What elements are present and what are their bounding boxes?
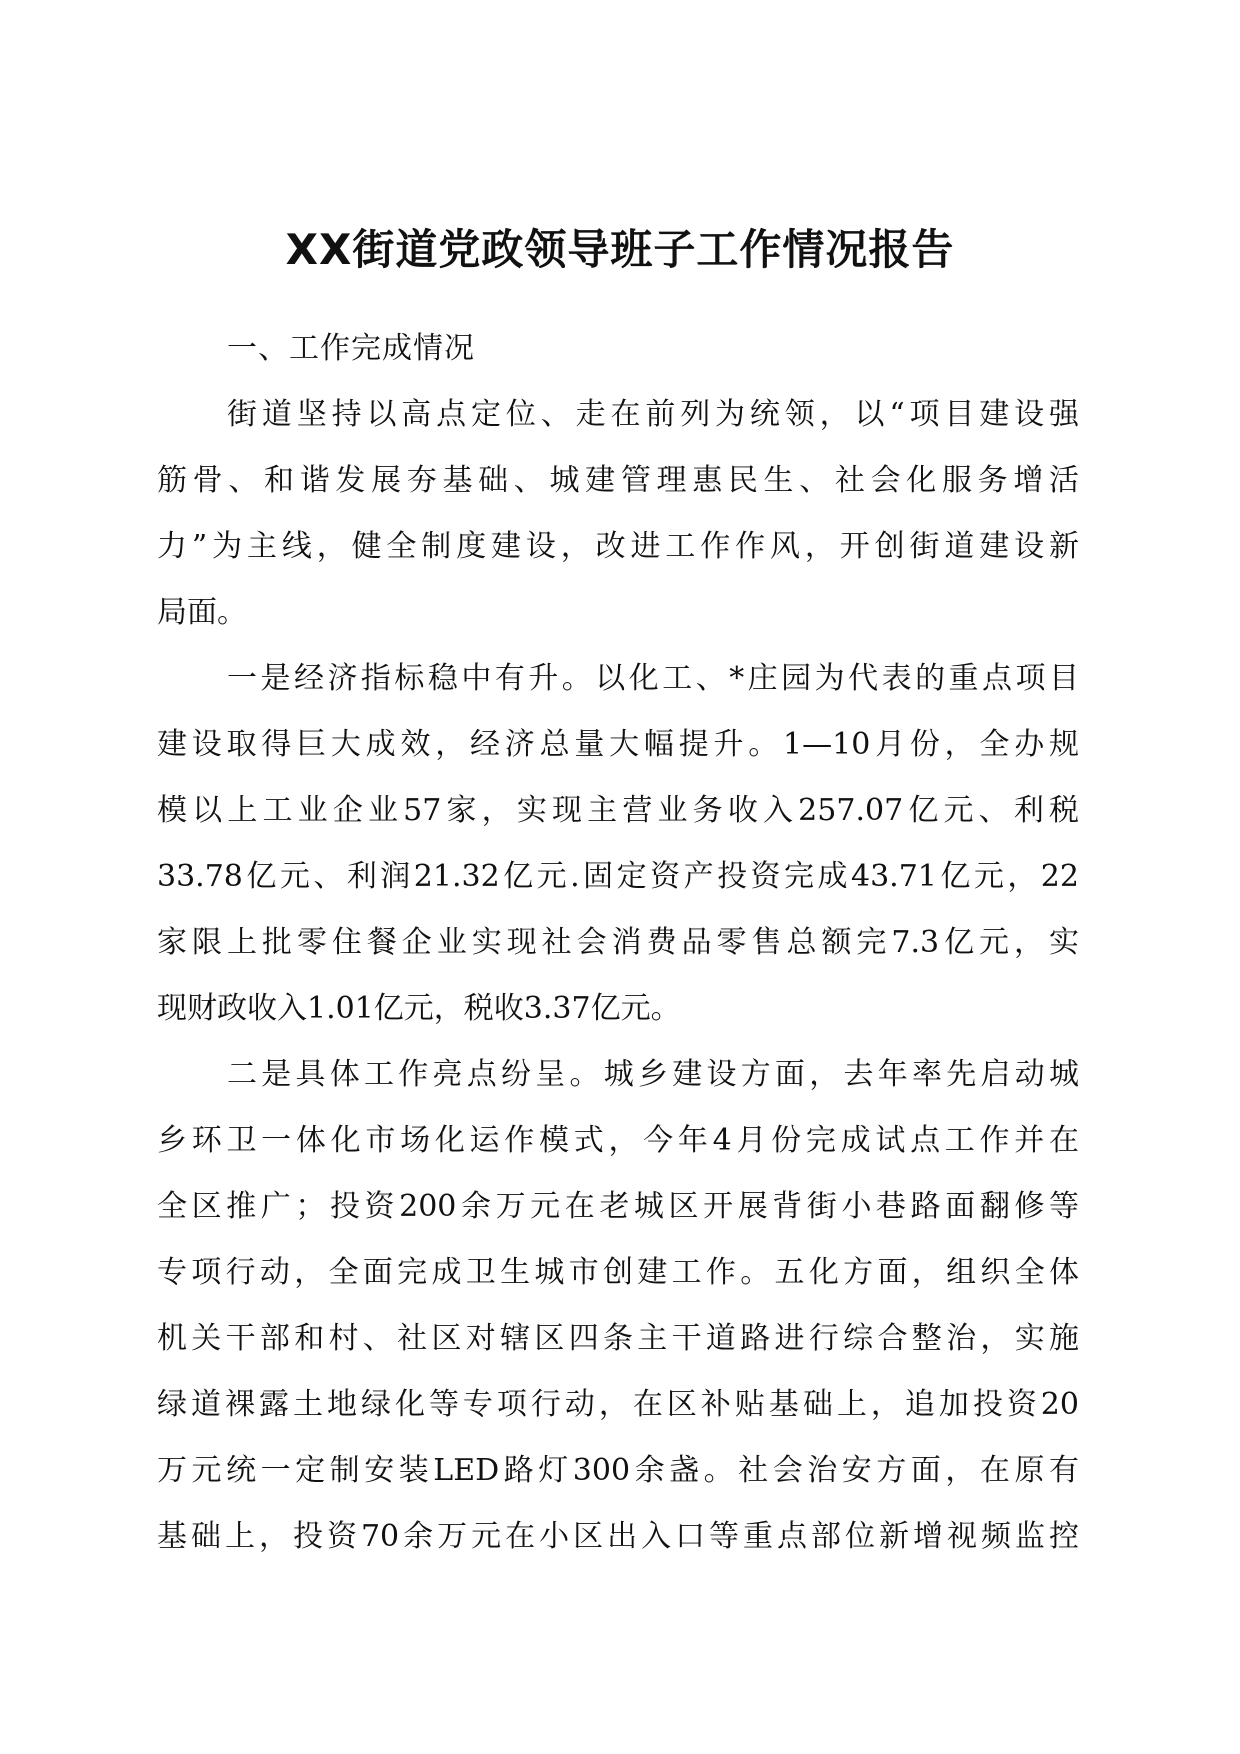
paragraph-line: 现财政收入1.01亿元，税收3.37亿元。 <box>157 991 681 1026</box>
paragraph-intro <box>157 382 1079 646</box>
document-title: XX街道党政领导班子工作情况报告 <box>285 225 955 274</box>
section-heading: 一、工作完成情况 <box>227 331 475 366</box>
paragraph-line: 33.78亿元、利润21.32亿元.固定资产投资完成43.71亿元，22 <box>157 859 1079 894</box>
paragraph-line: 力”为主线，健全制度建设，改进工作作风，开创街道建设新 <box>157 529 1079 564</box>
paragraph-line: 绿道裸露土地绿化等专项行动，在区补贴基础上，追加投资20 <box>157 1387 1079 1422</box>
paragraph-highlights <box>157 1042 1079 1570</box>
document-body <box>157 316 1079 1570</box>
paragraph-line: 二是具体工作亮点纷呈。城乡建设方面，去年率先启动城 <box>227 1057 1079 1092</box>
paragraph-line: 家限上批零住餐企业实现社会消费品零售总额完7.3亿元，实 <box>157 925 1079 960</box>
paragraph-line: 全区推广；投资200余万元在老城区开展背街小巷路面翻修等 <box>157 1189 1079 1224</box>
paragraph-economy <box>157 646 1079 1042</box>
paragraph-line: 基础上，投资70余万元在小区出入口等重点部位新增视频监控 <box>157 1519 1079 1554</box>
paragraph-line: 模以上工业企业57家，实现主营业务收入257.07亿元、利税 <box>157 793 1079 828</box>
paragraph-line: 乡环卫一体化市场化运作模式，今年4月份完成试点工作并在 <box>157 1123 1079 1158</box>
paragraph-line: 机关干部和村、社区对辖区四条主干道路进行综合整治，实施 <box>157 1321 1079 1356</box>
paragraph-line: 建设取得巨大成效，经济总量大幅提升。1—10月份，全办规 <box>157 727 1079 762</box>
paragraph-line: 万元统一定制安装LED路灯300余盏。社会治安方面，在原有 <box>157 1453 1079 1488</box>
paragraph-line: 局面。 <box>157 595 247 630</box>
paragraph-line: 专项行动，全面完成卫生城市创建工作。五化方面，组织全体 <box>157 1255 1079 1290</box>
paragraph-line: 街道坚持以高点定位、走在前列为统领，以“项目建设强 <box>227 397 1079 432</box>
paragraph-line: 筋骨、和谐发展夯基础、城建管理惠民生、社会化服务增活 <box>157 463 1079 498</box>
paragraph-line: 一是经济指标稳中有升。以化工、*庄园为代表的重点项目 <box>227 661 1079 696</box>
